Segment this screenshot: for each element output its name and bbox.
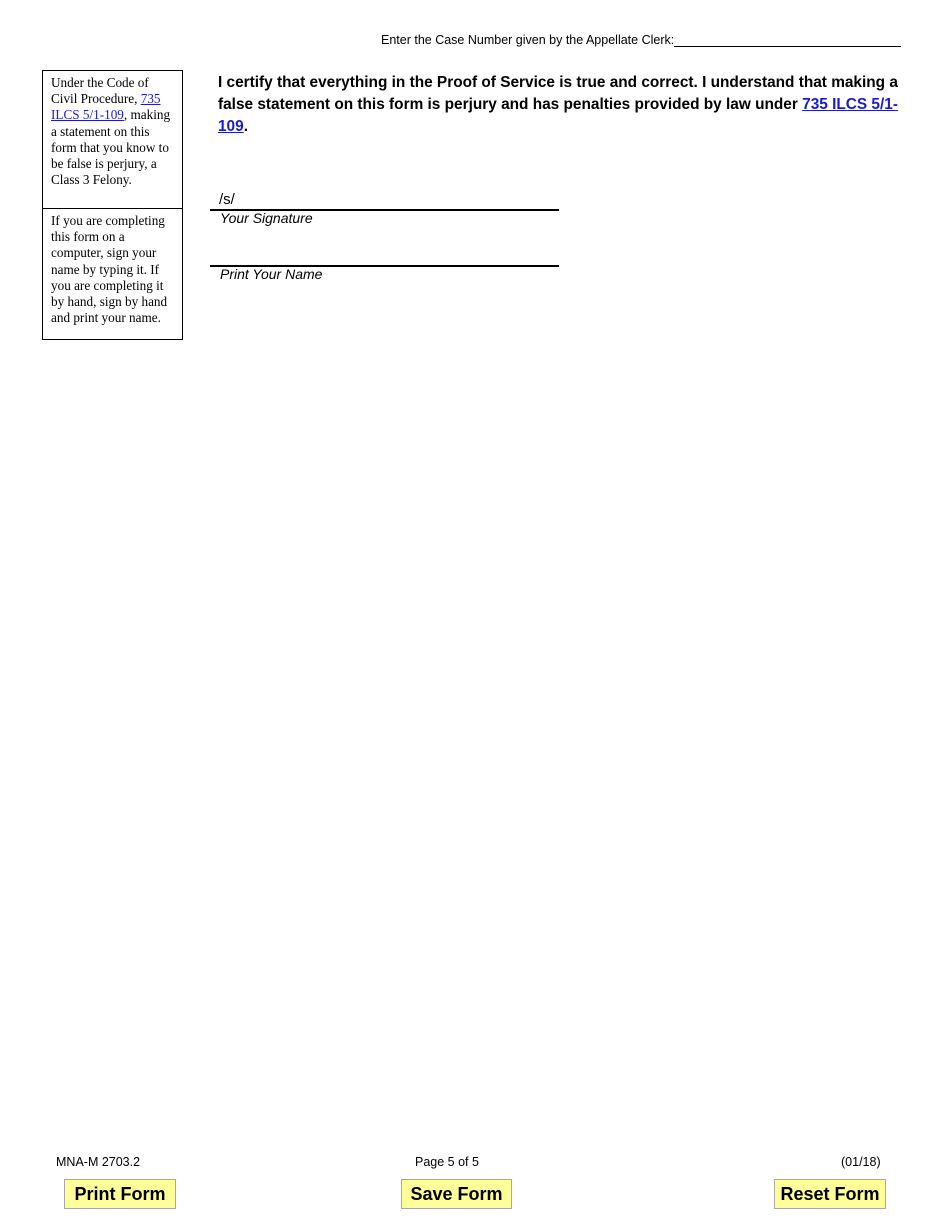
certification-text: I certify that everything in the Proof of Service is true and correct. I understand that making a false statement on this form is perjury and has penalties provided by law under — [218, 74, 898, 113]
case-number-input[interactable] — [674, 33, 901, 47]
print-name-input[interactable] — [212, 246, 556, 266]
ilcs-link-certification[interactable]: 735 ILCS 5/1-109 — [218, 96, 898, 135]
reset-form-button[interactable]: Reset Form — [774, 1179, 886, 1209]
page-number: Page 5 of 5 — [415, 1155, 479, 1169]
signature-field[interactable]: /s/ — [219, 191, 235, 208]
print-name-label: Print Your Name — [220, 266, 323, 282]
perjury-notice-text-end: , making a statement on this form that you know to be false is perjury, a Class 3 Felony. — [51, 107, 171, 188]
certification-text-end: . — [243, 118, 248, 135]
signing-instructions-text: If you are completing this form on a computer, sign your name by typing it. If you are completing it by hand, sign by hand and print your name. — [51, 213, 168, 326]
ilcs-link-sidebar[interactable]: 735 ILCS 5/1-109 — [51, 91, 161, 123]
signing-instructions-box — [42, 208, 183, 340]
perjury-notice-text: Under the Code of Civil Procedure, — [51, 75, 149, 107]
print-form-button[interactable]: Print Form — [64, 1179, 176, 1209]
case-number-line — [381, 33, 901, 51]
perjury-notice-box — [42, 70, 183, 209]
case-number-label: Enter the Case Number given by the Appellate Clerk: — [381, 33, 675, 47]
form-number: MNA-M 2703.2 — [56, 1155, 141, 1169]
signature-label: Your Signature — [220, 210, 313, 226]
form-version: (01/18) — [841, 1155, 881, 1169]
save-form-button[interactable]: Save Form — [401, 1179, 512, 1209]
certification-statement — [218, 72, 898, 138]
